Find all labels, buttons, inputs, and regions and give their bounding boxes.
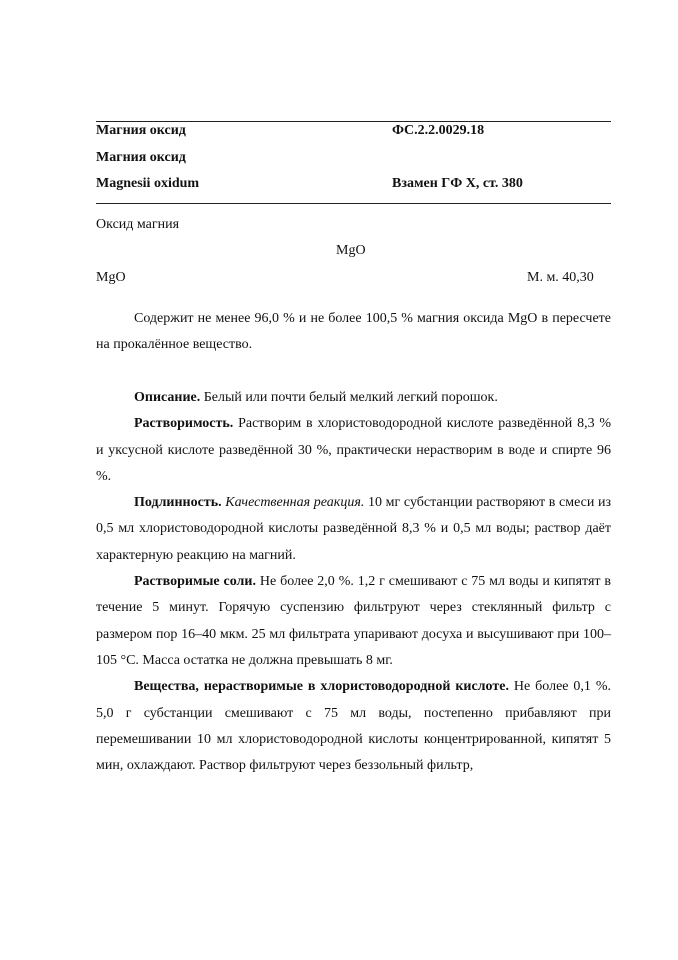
- molecular-formula: MgO: [96, 270, 126, 285]
- insoluble-text: Не более 0,1 %. 5,0 г субстанции смешивают с 75 мл воды, постепенно прибавляют при перемешивании 10 мл хлористоводородной кислоты концентрированной, кипятят 5 мин, охлаждают. Раствор фильтруют через беззольный фильтр,: [96, 679, 612, 774]
- header-top-rule: [96, 121, 611, 122]
- solubility-paragraph: [96, 411, 611, 490]
- structural-formula: MgO: [336, 243, 366, 258]
- description-text: Белый или почти белый мелкий легкий порошок.: [203, 390, 498, 405]
- monograph-body: [96, 385, 611, 779]
- description-paragraph: [96, 385, 611, 411]
- title-ru-1: Магния оксид: [96, 123, 186, 138]
- title-ru-2: Магния оксид: [96, 150, 186, 165]
- title-latin: Magnesii oxidum: [96, 176, 200, 191]
- intro-paragraph: Содержит не менее 96,0 % и не более 100,5 % магния оксида MgO в пересчете на прокалённое вещество.: [96, 311, 611, 353]
- description-label: Описание.: [134, 390, 201, 405]
- soluble-salts-label: Растворимые соли.: [134, 574, 256, 590]
- insoluble-label: Вещества, нерастворимые в хлористоводородной кислоте.: [134, 679, 509, 695]
- identity-text: 10 мг субстанции растворяют в смеси из 0,5 мл хлористоводородной кислоты разведённой 8,3 % и 0,5 мл воды; раствор даёт характерную реакцию на магний.: [96, 495, 612, 563]
- synonym: Оксид магния: [96, 217, 180, 232]
- soluble-salts-text: Не более 2,0 %. 1,2 г смешивают с 75 мл воды и кипятят в течение 5 минут. Горячую суспензию фильтруют через стеклянный фильтр с размером пор 16–40 мкм. 25 мл фильтрата упаривают досуха и высушивают при 100–105 °С. Масса остатка не должна превышать 8 мг.: [96, 574, 612, 668]
- intro-block: [96, 306, 611, 359]
- header-bottom-rule: [96, 203, 611, 204]
- molar-mass: М. м. 40,30: [527, 270, 594, 285]
- solubility-text: Растворим в хлористоводородной кислоте разведённой 8,3 % и уксусной кислоте разведённой 30 %, практически нерастворим в воде и спирте 96 %.: [96, 416, 612, 484]
- identity-method: Качественная реакция.: [225, 495, 365, 511]
- insoluble-paragraph: [96, 674, 611, 779]
- replaces-note: Взамен ГФ Х, ст. 380: [392, 176, 523, 191]
- soluble-salts-paragraph: [96, 569, 611, 674]
- solubility-label: Растворимость.: [134, 416, 234, 432]
- monograph-code: ФС.2.2.0029.18: [392, 123, 485, 138]
- identity-label: Подлинность.: [134, 495, 222, 511]
- identity-paragraph: [96, 490, 611, 569]
